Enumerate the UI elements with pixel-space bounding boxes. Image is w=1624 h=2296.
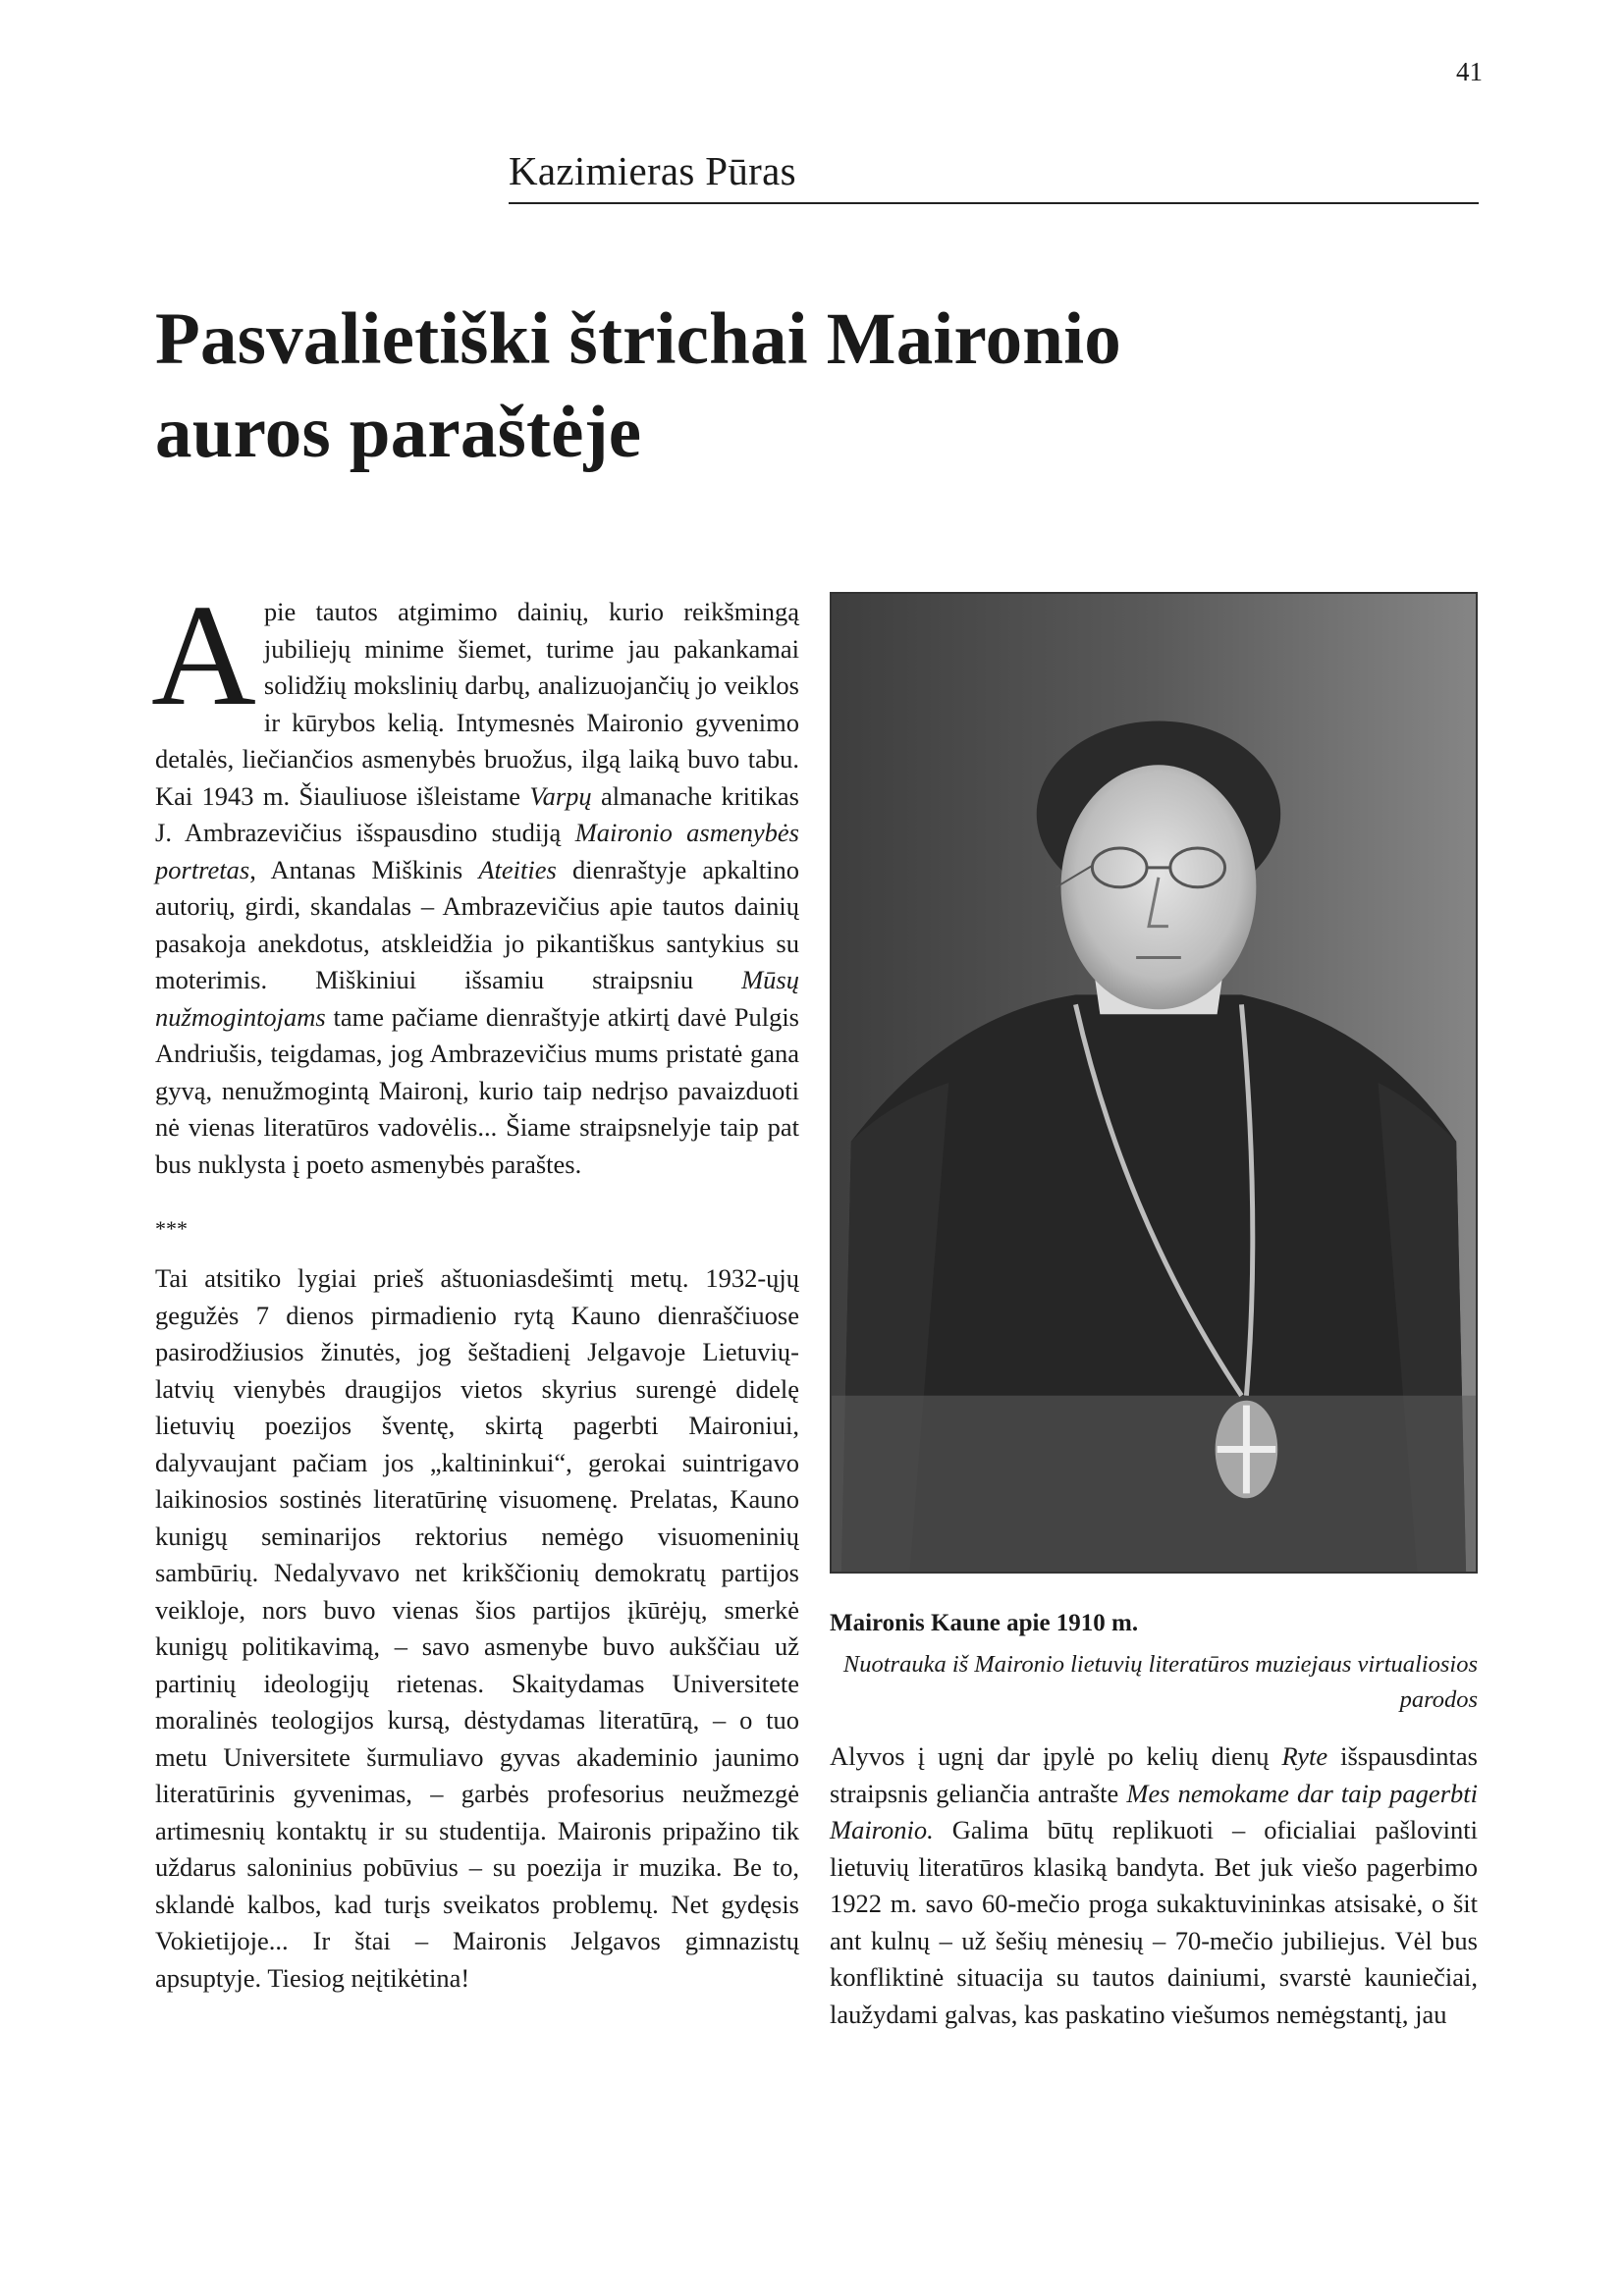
author-name: Kazimieras Pūras [509, 148, 796, 193]
section-separator: *** [155, 1216, 188, 1241]
text-segment: Alyvos į ugnį dar įpylė po kelių dienų [830, 1741, 1282, 1771]
text-segment: dienraštyje apkaltino autorių, girdi, skandalas – Ambrazevičius apie tautos dainių pasakoja anekdotus, atskleidžia jo pikantiškus santykius su moterimis. Miškiniui išsamiu straipsniu [155, 854, 799, 994]
italic-title-article: Mūsų nužmogintojams [155, 965, 799, 1032]
figure-caption-title: Maironis Kaune apie 1910 m. [830, 1610, 1139, 1636]
text-segment: almanache kritikas J. Ambrazevičius išspausdino studiją [155, 780, 799, 847]
text-segment: išspausdintas straipsnis geliančia antrašte [830, 1741, 1478, 1808]
italic-article-headline: Mes nemokame dar taip pagerbti Maironio. [830, 1778, 1478, 1844]
left-column [151, 575, 799, 1997]
page-number: 41 [1456, 57, 1483, 86]
italic-title-ateities: Ateities [478, 854, 557, 884]
italic-title-varpu: Varpų [529, 780, 592, 811]
italic-title-study: Maironio asmenybės portretas [155, 818, 799, 884]
portrait-photo [830, 592, 1478, 1574]
title-line-2: auros paraštėje [155, 392, 642, 473]
italic-title-ryte: Ryte [1281, 1741, 1328, 1771]
intro-paragraph [151, 575, 799, 1183]
article-title [155, 293, 1333, 479]
title-line-1: Pasvalietiški štrichai Maironio [155, 298, 1121, 380]
text-segment: pie tautos atgimimo dainių, kurio reikšmingą jubiliejų minime šiemet, turime jau pakankamai solidžių mokslinių darbų, analizuojančių jo veiklos ir kūrybos kelią. Intymesnės Maironio gyvenimo detalės, liečiančios asmenybės bruožus, ilgą laiką buvo tabu. Kai 1943 m. Šiauliuose išleistame [155, 597, 799, 811]
text-segment: , Antanas Miškinis [249, 854, 479, 884]
right-column [830, 1738, 1478, 2033]
drop-cap: A [151, 575, 256, 736]
text-segment: tame pačiame dienraštyje atkirtį davė Pulgis Andriušis, teigdamas, jog Ambrazevičius mums pristatė gana gyvą, nenužmogintą Maironį, kurio taip nedrįso pavaizduoti nė vienas literatūros vadovėlis... Šiame straipsnelyje taip pat bus nuklysta į poeto asmenybės paraštes. [155, 1001, 799, 1179]
portrait-image [832, 594, 1476, 1572]
body-paragraph [830, 1738, 1478, 2033]
text-segment: Galima būtų replikuoti – oficialiai pašlovinti lietuvių literatūros klasiką bandyta. Bet juk viešo pagerbimo 1922 m. savo 60-mečio proga sukaktuvininkas atsisakė, o šit ant kulnų – už šešių mėnesių – 70-mečio jubiliejus. Vėl bus konfliktinė situacija su tautos dainiumi, svarstė kauniečiai, laužydami galvas, kas paskatino viešumos nemėgstantį, jau [830, 1815, 1478, 2029]
body-paragraph: Tai atsitiko lygiai prieš aštuoniasdešimtį metų. 1932-ųjų gegužės 7 dienos pirmadienio rytą Kauno dienraščiuose pasirodžiusios žinutės, jog šeštadienį Jelgavoje Lietuvių-latvių vienybės draugijos vietos skyrius surengė didelę lietuvių poezijos šventę, skirtą pagerbti Maironiui, dalyvaujant pačiam jos „kaltininkui“, gerokai suintrigavo laikinosios sostinės literatūrinę visuomenę. Prelatas, Kauno kunigų seminarijos rektorius nemėgo visuomeninių sambūrių. Nedalyvavo net krikščionių demokratų partijos veikloje, nors buvo vienas šios partijos įkūrėjų, smerkė kunigų politikavimą, – savo asmenybe buvo aukščiau už partinių ideologijų rietenas. Skaitydamas Universitete moralinės teologijos kursą, dėstydamas literatūrą, – o tuo metu Universitete šurmuliavo gyvas akademinio jaunimo literatūrinis gyvenimas, – garbės profesorius neužmezgė artimesnių kontaktų ir su studentija. Maironis pripažino tik uždarus saloninius pobūvius – su poezija ir muzika. Be to, sklandė kalbos, kad turįs sveikatos problemų. Net gydęsis Vokietijoje... Ir štai – Maironis Jelgavos gimnazistų apsuptyje. Tiesiog neįtikėtina! [155, 1263, 799, 1993]
author-divider [509, 202, 1479, 204]
figure-caption-credit: Nuotrauka iš Maironio lietuvių literatūros muziejaus virtualiosios parodos [842, 1651, 1478, 1713]
